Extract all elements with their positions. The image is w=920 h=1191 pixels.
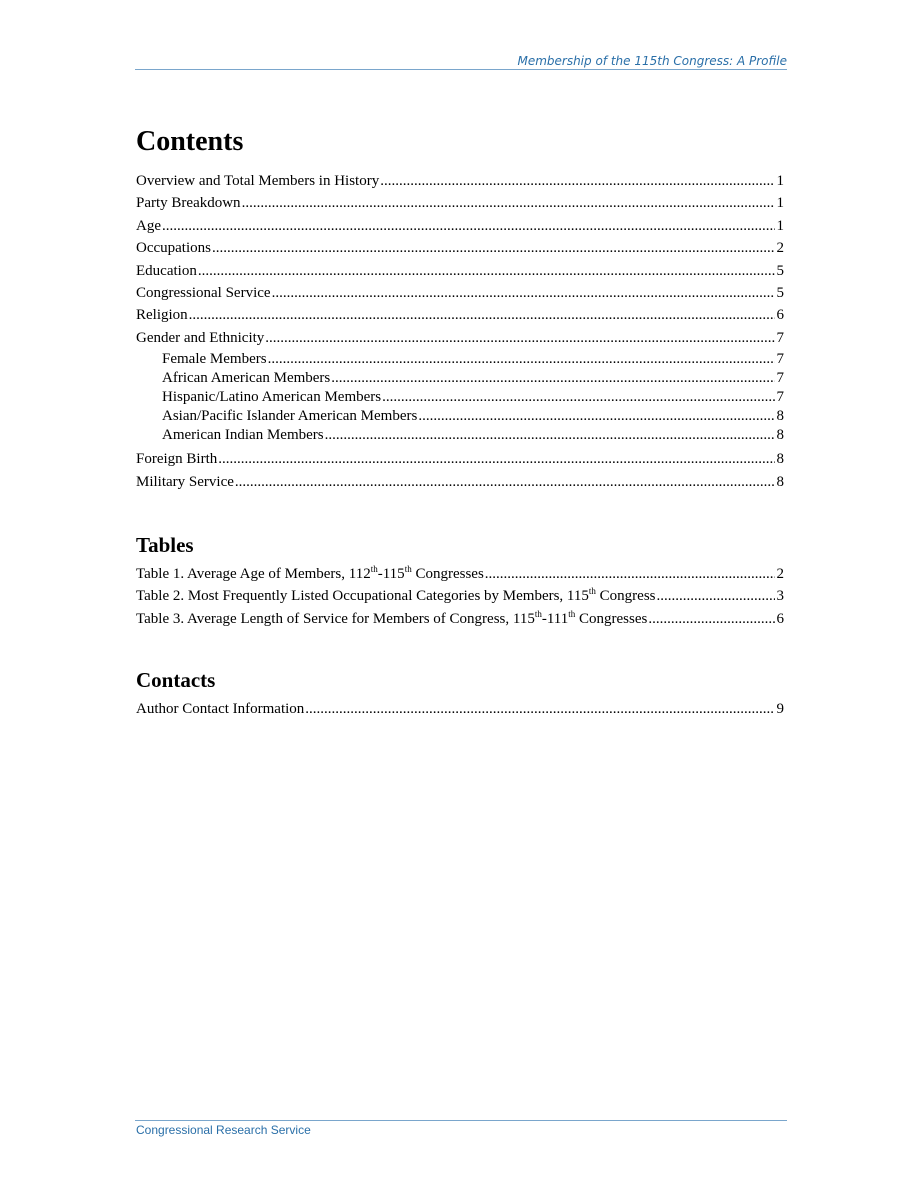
toc-content (136, 124, 784, 720)
toc-entry-party-breakdown[interactable] (136, 192, 784, 214)
toc-entry-gender-ethnicity[interactable] (136, 327, 784, 349)
toc-entry-label: Occupations (136, 240, 211, 257)
toc-entry-page: 1 (776, 195, 784, 212)
toc-entry-page: 8 (776, 451, 784, 468)
toc-entry-page: 2 (776, 565, 784, 582)
toc-entry-label: American Indian Members (162, 427, 324, 444)
dot-leader (380, 170, 774, 192)
toc-entry-page: 6 (776, 610, 784, 627)
toc-entry-label: Table 3. Average Length of Service for Members of Congress, 115th-111th Congresses (136, 608, 648, 627)
toc-entry-label: Table 2. Most Frequently Listed Occupational Categories by Members, 115th Congress (136, 586, 656, 605)
dot-leader (382, 388, 774, 407)
toc-entry-label: African American Members (162, 370, 331, 387)
dot-leader (189, 304, 775, 326)
toc-entry-overview[interactable] (136, 170, 784, 192)
header-divider (135, 69, 787, 70)
toc-subentry-african-american-members[interactable] (136, 369, 784, 388)
tables-list (136, 563, 784, 630)
dot-leader (657, 585, 775, 607)
toc-entry-label: Author Contact Information (136, 701, 305, 718)
toc-entry-label: Hispanic/Latino American Members (162, 389, 382, 406)
contacts-list (136, 698, 784, 720)
toc-entry-age[interactable] (136, 215, 784, 237)
dot-leader (325, 426, 775, 445)
toc-entry-label: Gender and Ethnicity (136, 329, 265, 346)
toc-entry-page: 7 (776, 351, 784, 368)
toc-entry-page: 6 (776, 307, 784, 324)
toc-entry-page: 8 (776, 473, 784, 490)
toc-entry-page: 1 (776, 173, 784, 189)
toc-entry-page: 5 (776, 284, 784, 301)
dot-leader (162, 215, 775, 237)
footer-organization: Congressional Research Service (136, 1123, 311, 1137)
toc-entry-table-3[interactable] (136, 608, 784, 630)
toc-entry-label: Table 1. Average Age of Members, 112th-115th Congresses (136, 563, 484, 582)
toc-entry-label: Military Service (136, 473, 234, 490)
toc-entry-label: Religion (136, 307, 188, 324)
dot-leader (418, 407, 774, 426)
toc-subentry-female-members[interactable] (136, 350, 784, 369)
toc-entry-label: Foreign Birth (136, 451, 218, 468)
toc-entry-page: 5 (776, 262, 784, 279)
toc-entry-label: Overview and Total Members in History (136, 173, 380, 189)
toc-entry-education[interactable] (136, 260, 784, 282)
toc-subentry-american-indian-members[interactable] (136, 426, 784, 445)
tables-heading: Tables (136, 532, 194, 557)
toc-entry-page: 8 (776, 408, 784, 425)
toc-entry-page: 7 (776, 389, 784, 406)
toc-entry-table-2[interactable] (136, 585, 784, 607)
dot-leader (648, 608, 774, 630)
dot-leader (218, 448, 774, 470)
toc-entry-label: Asian/Pacific Islander American Members (162, 408, 418, 425)
dot-leader (212, 237, 775, 259)
toc-entry-page: 7 (776, 370, 784, 387)
footer-divider (135, 1120, 787, 1121)
contents-heading: Contents (136, 126, 244, 157)
toc-entry-page: 7 (776, 329, 784, 346)
toc-entry-label: Female Members (162, 351, 267, 368)
dot-leader (265, 327, 774, 349)
dot-leader (272, 282, 775, 304)
dot-leader (242, 192, 775, 214)
contents-list (136, 170, 784, 493)
toc-entry-page: 9 (776, 701, 784, 718)
dot-leader (485, 563, 775, 585)
toc-entry-military-service[interactable] (136, 471, 784, 493)
toc-entry-page: 8 (776, 427, 784, 444)
toc-entry-occupations[interactable] (136, 237, 784, 259)
toc-subentry-asian-pacific-islander-members[interactable] (136, 407, 784, 426)
toc-entry-page: 3 (776, 588, 784, 605)
contacts-heading: Contacts (136, 668, 216, 693)
toc-entry-table-1[interactable] (136, 563, 784, 585)
dot-leader (198, 260, 775, 282)
toc-entry-foreign-birth[interactable] (136, 448, 784, 470)
toc-entry-page: 2 (776, 240, 784, 257)
dot-leader (305, 698, 774, 720)
toc-entry-label: Congressional Service (136, 284, 271, 301)
toc-entry-label: Education (136, 262, 197, 279)
toc-entry-congressional-service[interactable] (136, 282, 784, 304)
dot-leader (268, 350, 775, 369)
toc-entry-religion[interactable] (136, 304, 784, 326)
toc-entry-page: 1 (776, 217, 784, 234)
toc-entry-label: Age (136, 217, 161, 234)
dot-leader (331, 369, 774, 388)
running-header-title: Membership of the 115th Congress: A Profile (517, 54, 787, 68)
toc-subentry-hispanic-latino-members[interactable] (136, 388, 784, 407)
toc-entry-label: Party Breakdown (136, 195, 241, 212)
dot-leader (235, 471, 775, 493)
toc-entry-author-contact[interactable] (136, 698, 784, 720)
